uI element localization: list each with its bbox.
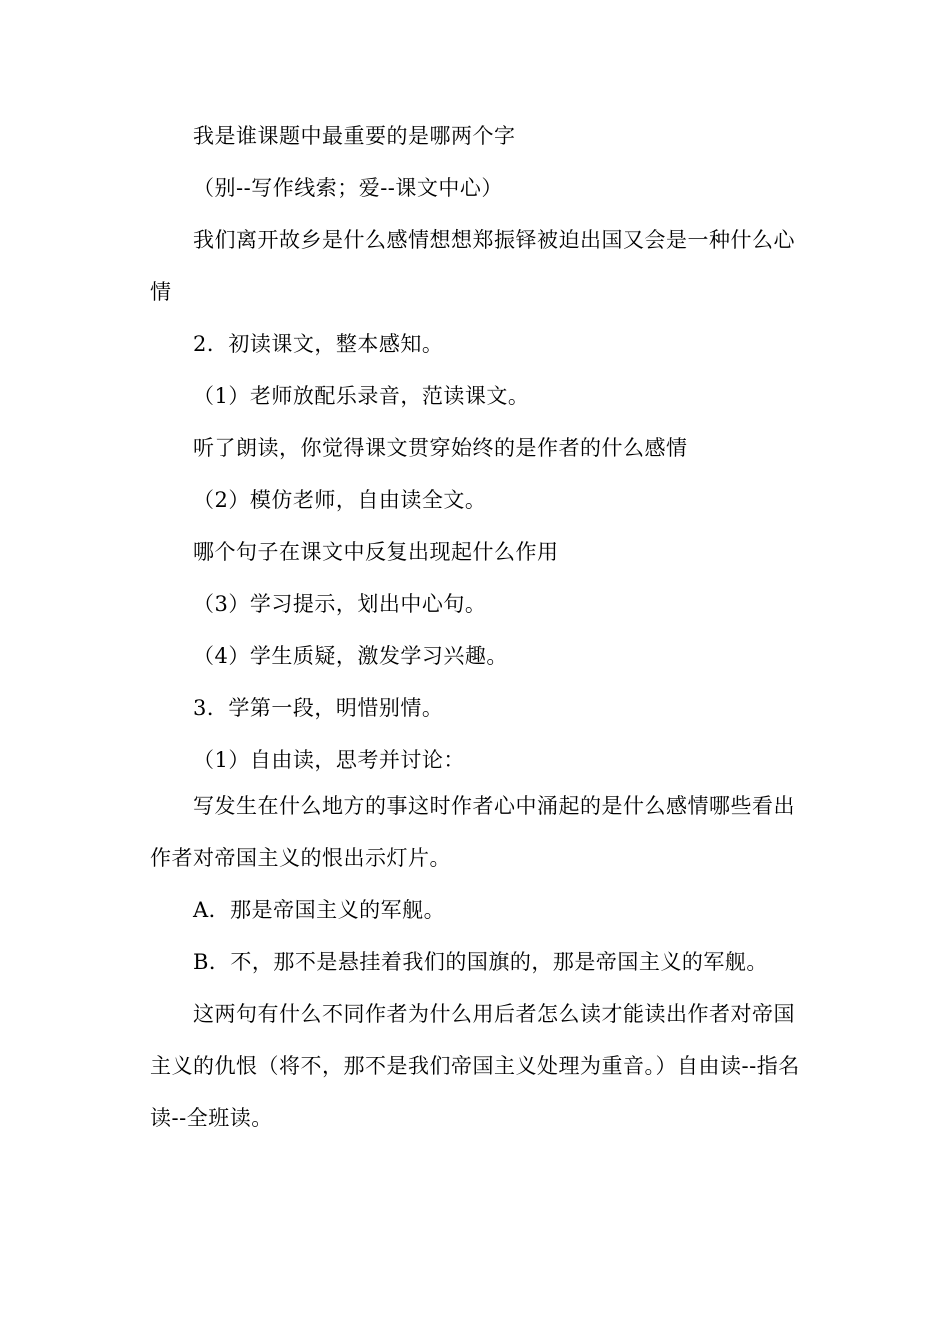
paragraph-9: （3）学习提示，划出中心句。 xyxy=(193,592,487,616)
paragraph-4: 2．初读课文，整本感知。 xyxy=(193,332,444,356)
paragraph-7: （2）模仿老师，自由读全文。 xyxy=(193,488,487,512)
paragraph-2: （别--写作线索；爱--课文中心） xyxy=(193,176,503,200)
paragraph-3: 我们离开故乡是什么感情想想郑振铎被迫出国又会是一种什么心情 xyxy=(150,228,795,304)
paragraph-8: 哪个句子在课文中反复出现起什么作用 xyxy=(193,540,559,564)
paragraph-12: （1）自由读，思考并讨论： xyxy=(193,748,465,772)
paragraph-10: （4）学生质疑，激发学习兴趣。 xyxy=(193,644,508,668)
paragraph-1: 我是谁课题中最重要的是哪两个字 xyxy=(193,124,516,148)
paragraph-5: （1）老师放配乐录音，范读课文。 xyxy=(193,384,530,408)
paragraph-14: A．那是帝国主义的军舰。 xyxy=(193,898,446,922)
paragraph-6: 听了朗读，你觉得课文贯穿始终的是作者的什么感情 xyxy=(193,436,688,460)
paragraph-11: 3．学第一段，明惜别情。 xyxy=(193,696,444,720)
paragraph-16: 这两句有什么不同作者为什么用后者怎么读才能读出作者对帝国主义的仇恨（将不，那不是我们帝国主义处理为重音。）自由读--指名读--全班读。 xyxy=(150,1002,800,1130)
paragraph-15: B．不，那不是悬挂着我们的国旗的，那是帝国主义的军舰。 xyxy=(193,950,768,974)
paragraph-13: 写发生在什么地方的事这时作者心中涌起的是什么感情哪些看出作者对帝国主义的恨出示灯片。 xyxy=(150,794,795,870)
